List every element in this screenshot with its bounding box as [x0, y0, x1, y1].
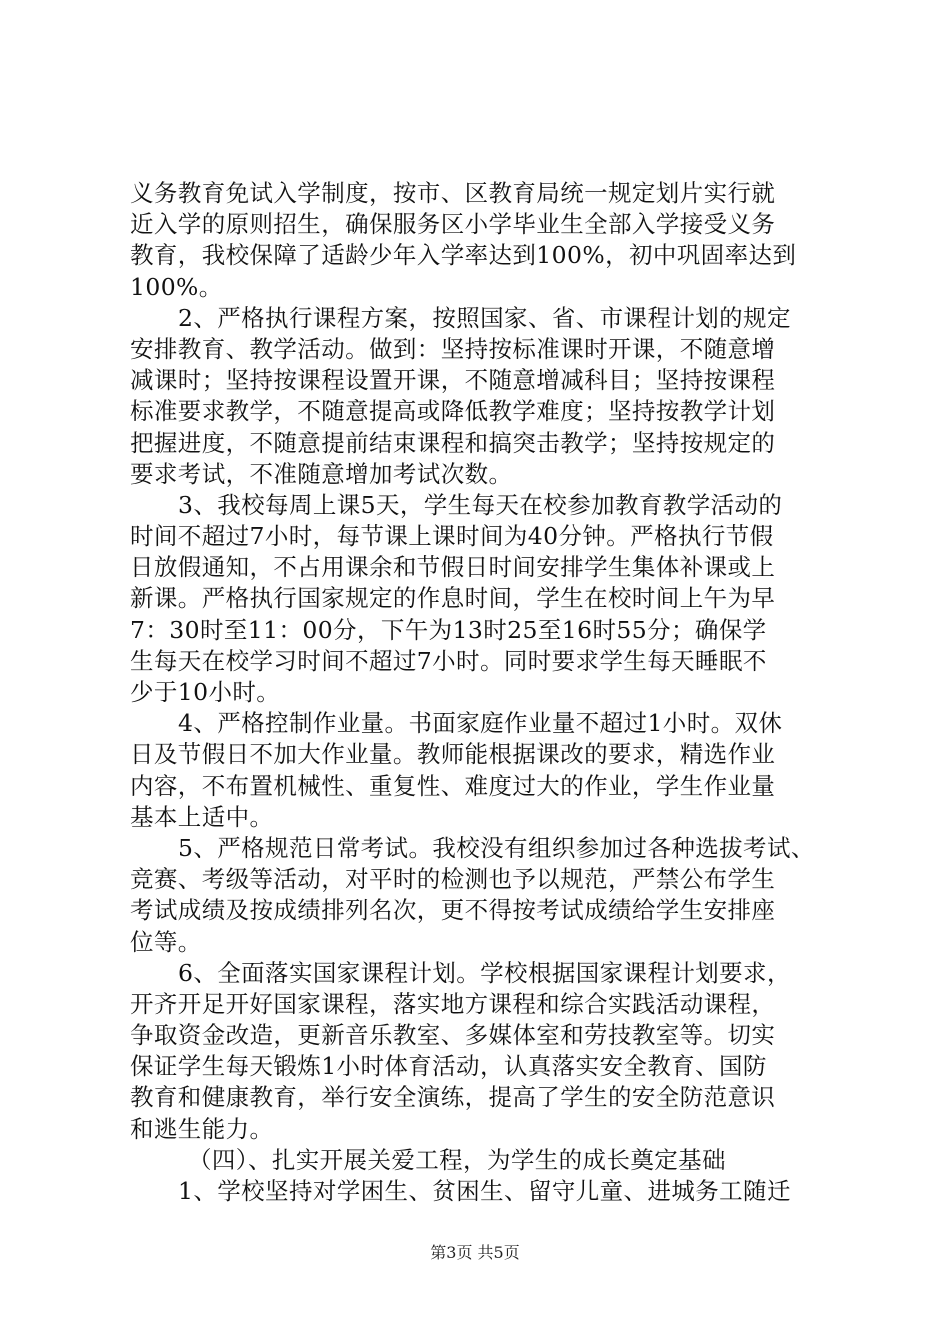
text-line: 3、我校每周上课5天，学生每天在校参加教育教学活动的 — [178, 490, 783, 519]
page-number-label: 第3页 共5页 — [430, 1243, 520, 1262]
text-line: 100%。 — [130, 272, 223, 301]
text-line: 1、学校坚持对学困生、贫困生、留守儿童、进城务工随迁 — [178, 1177, 791, 1205]
text-line: 少于10小时。 — [130, 678, 281, 706]
text-line: 开齐开足开好国家课程，落实地方课程和综合实践活动课程， — [130, 989, 776, 1018]
text-line: 要求考试，不准随意增加考试次数。 — [130, 459, 513, 488]
text-line: 近入学的原则招生，确保服务区小学毕业生全部入学接受义务 — [130, 210, 776, 239]
paragraph-7 — [130, 1176, 835, 1207]
document-body — [130, 178, 835, 1207]
paragraph-5 — [130, 833, 835, 958]
paragraph-3 — [130, 490, 835, 708]
paragraph-4 — [130, 708, 835, 833]
text-line: 7：30时至11：00分，下午为13时25至16时55分；确保学 — [130, 615, 767, 644]
text-line: 4、严格控制作业量。书面家庭作业量不超过1小时。双休 — [178, 709, 783, 738]
text-line: 把握进度，不随意提前结束课程和搞突击教学；坚持按规定的 — [130, 428, 776, 457]
text-line: 基本上适中。 — [130, 802, 274, 831]
paragraph-1 — [130, 178, 835, 303]
text-line: 内容，不布置机械性、重复性、难度过大的作业，学生作业量 — [130, 771, 776, 800]
text-line: 保证学生每天锻炼1小时体育活动，认真落实安全教育、国防 — [130, 1052, 767, 1081]
text-line: 竞赛、考级等活动，对平时的检测也予以规范，严禁公布学生 — [130, 865, 776, 894]
text-line: 减课时；坚持按课程设置开课，不随意增减科目；坚持按课程 — [130, 366, 776, 395]
section-heading-text: （四）、扎实开展关爱工程，为学生的成长奠定基础 — [188, 1145, 726, 1174]
text-line: 时间不超过7小时，每节课上课时间为40分钟。严格执行节假 — [130, 522, 774, 551]
text-line: 日放假通知，不占用课余和节假日时间安排学生集体补课或上 — [130, 553, 776, 582]
text-line: 安排教育、教学活动。做到：坚持按标准课时开课，不随意增 — [130, 334, 776, 363]
section-heading — [130, 1145, 835, 1176]
paragraph-2 — [130, 303, 835, 490]
page-footer — [0, 1243, 950, 1263]
text-line: 日及节假日不加大作业量。教师能根据课改的要求，精选作业 — [130, 740, 776, 769]
text-line: 6、全面落实国家课程计划。学校根据国家课程计划要求， — [178, 958, 791, 987]
text-line: 和逃生能力。 — [130, 1114, 274, 1143]
text-line: 考试成绩及按成绩排列名次，更不得按考试成绩给学生安排座 — [130, 896, 776, 925]
text-line: 争取资金改造，更新音乐教室、多媒体室和劳技教室等。切实 — [130, 1021, 776, 1050]
text-line: 义务教育免试入学制度，按市、区教育局统一规定划片实行就 — [130, 179, 776, 207]
text-line: 生每天在校学习时间不超过7小时。同时要求学生每天睡眠不 — [130, 646, 767, 675]
paragraph-6 — [130, 958, 835, 1145]
text-line: 教育，我校保障了适龄少年入学率达到100%，初中巩固率达到 — [130, 241, 797, 270]
text-line: 5、严格规范日常考试。我校没有组织参加过各种选拔考试、 — [178, 833, 815, 862]
text-line: 新课。严格执行国家规定的作息时间，学生在校时间上午为早 — [130, 584, 776, 613]
text-line: 标准要求教学，不随意提高或降低教学难度；坚持按教学计划 — [130, 397, 776, 426]
text-line: 位等。 — [130, 927, 202, 956]
text-line: 2、严格执行课程方案，按照国家、省、市课程计划的规定 — [178, 303, 791, 332]
text-line: 教育和健康教育，举行安全演练，提高了学生的安全防范意识 — [130, 1083, 776, 1112]
